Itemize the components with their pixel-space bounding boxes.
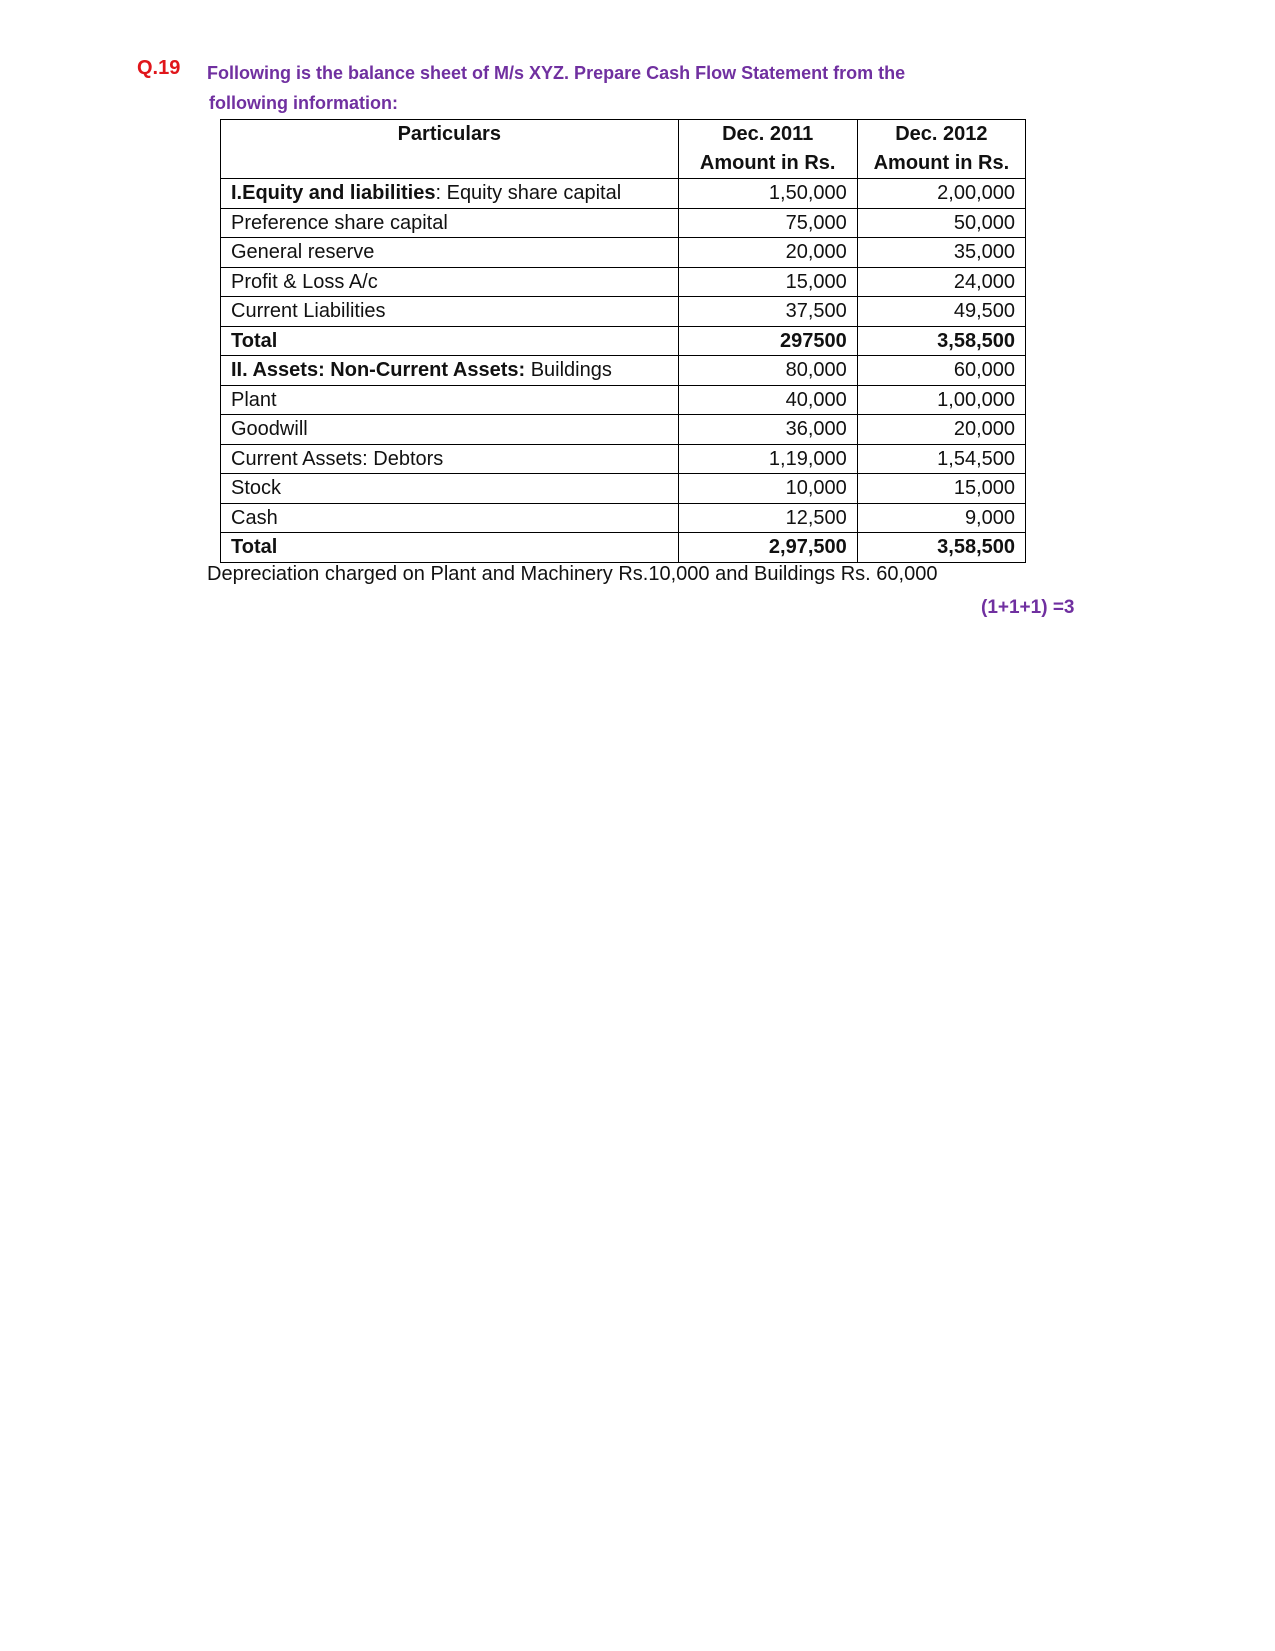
row-amount-2011: 36,000 — [678, 415, 857, 445]
row-amount-2012: 2,00,000 — [857, 179, 1025, 209]
row-amount-2012: 24,000 — [857, 267, 1025, 297]
table-row — [221, 297, 1026, 327]
row-amount-2012: 3,58,500 — [857, 326, 1025, 356]
row-particulars-text: Cash — [231, 506, 278, 529]
table-row — [221, 326, 1026, 356]
table-row — [221, 444, 1026, 474]
row-particulars — [221, 356, 679, 386]
row-particulars-text: Plant — [231, 388, 277, 411]
row-amount-2011: 1,50,000 — [678, 179, 857, 209]
header-dec-2011 — [678, 120, 857, 179]
depreciation-note: Depreciation charged on Plant and Machinery Rs.10,000 and Buildings Rs. 60,000 — [207, 563, 938, 585]
row-particulars-text: Stock — [231, 477, 282, 500]
row-particulars — [221, 208, 679, 238]
table-row — [221, 503, 1026, 533]
header-dec-2012-line1: Dec. 2012 — [895, 123, 988, 145]
row-amount-2011: 297500 — [678, 326, 857, 356]
row-particulars-bold: Total — [231, 329, 278, 352]
row-amount-2012: 3,58,500 — [857, 533, 1025, 563]
row-particulars — [221, 179, 679, 209]
table-row — [221, 179, 1026, 209]
row-amount-2011: 2,97,500 — [678, 533, 857, 563]
table-header-row — [221, 120, 1026, 179]
header-dec-2011-line1: Dec. 2011 — [722, 123, 814, 145]
row-particulars-bold: Total — [231, 536, 278, 559]
row-particulars-text: Profit & Loss A/c — [231, 270, 378, 293]
header-particulars: Particulars — [221, 120, 679, 179]
row-particulars — [221, 297, 679, 327]
header-dec-2012 — [857, 120, 1025, 179]
row-amount-2011: 80,000 — [678, 356, 857, 386]
table-body — [221, 179, 1026, 563]
row-particulars — [221, 503, 679, 533]
row-particulars — [221, 385, 679, 415]
row-amount-2011: 37,500 — [678, 297, 857, 327]
table-row — [221, 533, 1026, 563]
row-particulars-text: Buildings — [525, 359, 612, 382]
question-text-line2: following information: — [209, 93, 398, 113]
header-dec-2012-line2: Amount in Rs. — [873, 152, 1010, 174]
row-amount-2012: 20,000 — [857, 415, 1025, 445]
question-text — [207, 58, 1027, 118]
row-particulars — [221, 533, 679, 563]
row-amount-2011: 20,000 — [678, 238, 857, 268]
row-amount-2012: 1,00,000 — [857, 385, 1025, 415]
question-number: Q.19 — [137, 57, 181, 79]
question-text-line1: Following is the balance sheet of M/s XYZ. Prepare Cash Flow Statement from the — [207, 63, 906, 83]
table-row — [221, 356, 1026, 386]
row-particulars-text: Current Assets: Debtors — [231, 447, 444, 470]
row-amount-2011: 75,000 — [678, 208, 857, 238]
row-particulars — [221, 267, 679, 297]
row-particulars — [221, 326, 679, 356]
row-amount-2011: 15,000 — [678, 267, 857, 297]
table-row — [221, 474, 1026, 504]
row-amount-2011: 40,000 — [678, 385, 857, 415]
table-row — [221, 385, 1026, 415]
row-particulars — [221, 444, 679, 474]
row-particulars-text: Preference share capital — [231, 211, 448, 234]
table-row — [221, 208, 1026, 238]
row-amount-2011: 10,000 — [678, 474, 857, 504]
row-particulars-bold: I.Equity and liabilities — [231, 182, 436, 205]
table-row — [221, 238, 1026, 268]
row-particulars-text: : Equity share capital — [435, 182, 622, 205]
row-particulars — [221, 415, 679, 445]
header-dec-2011-line2: Amount in Rs. — [699, 152, 836, 174]
marks-allocation: (1+1+1) =3 — [981, 597, 1075, 618]
row-amount-2012: 50,000 — [857, 208, 1025, 238]
row-amount-2012: 1,54,500 — [857, 444, 1025, 474]
row-particulars-text: Current Liabilities — [231, 300, 386, 323]
row-particulars — [221, 474, 679, 504]
row-amount-2012: 60,000 — [857, 356, 1025, 386]
row-amount-2011: 1,19,000 — [678, 444, 857, 474]
row-particulars-bold: II. Assets: Non-Current Assets: — [231, 359, 526, 382]
row-particulars-text: General reserve — [231, 241, 375, 264]
balance-sheet-table — [220, 119, 1026, 563]
row-amount-2011: 12,500 — [678, 503, 857, 533]
row-amount-2012: 49,500 — [857, 297, 1025, 327]
row-particulars — [221, 238, 679, 268]
row-amount-2012: 15,000 — [857, 474, 1025, 504]
row-particulars-text: Goodwill — [231, 418, 308, 441]
row-amount-2012: 35,000 — [857, 238, 1025, 268]
table-row — [221, 415, 1026, 445]
row-amount-2012: 9,000 — [857, 503, 1025, 533]
table-row — [221, 267, 1026, 297]
